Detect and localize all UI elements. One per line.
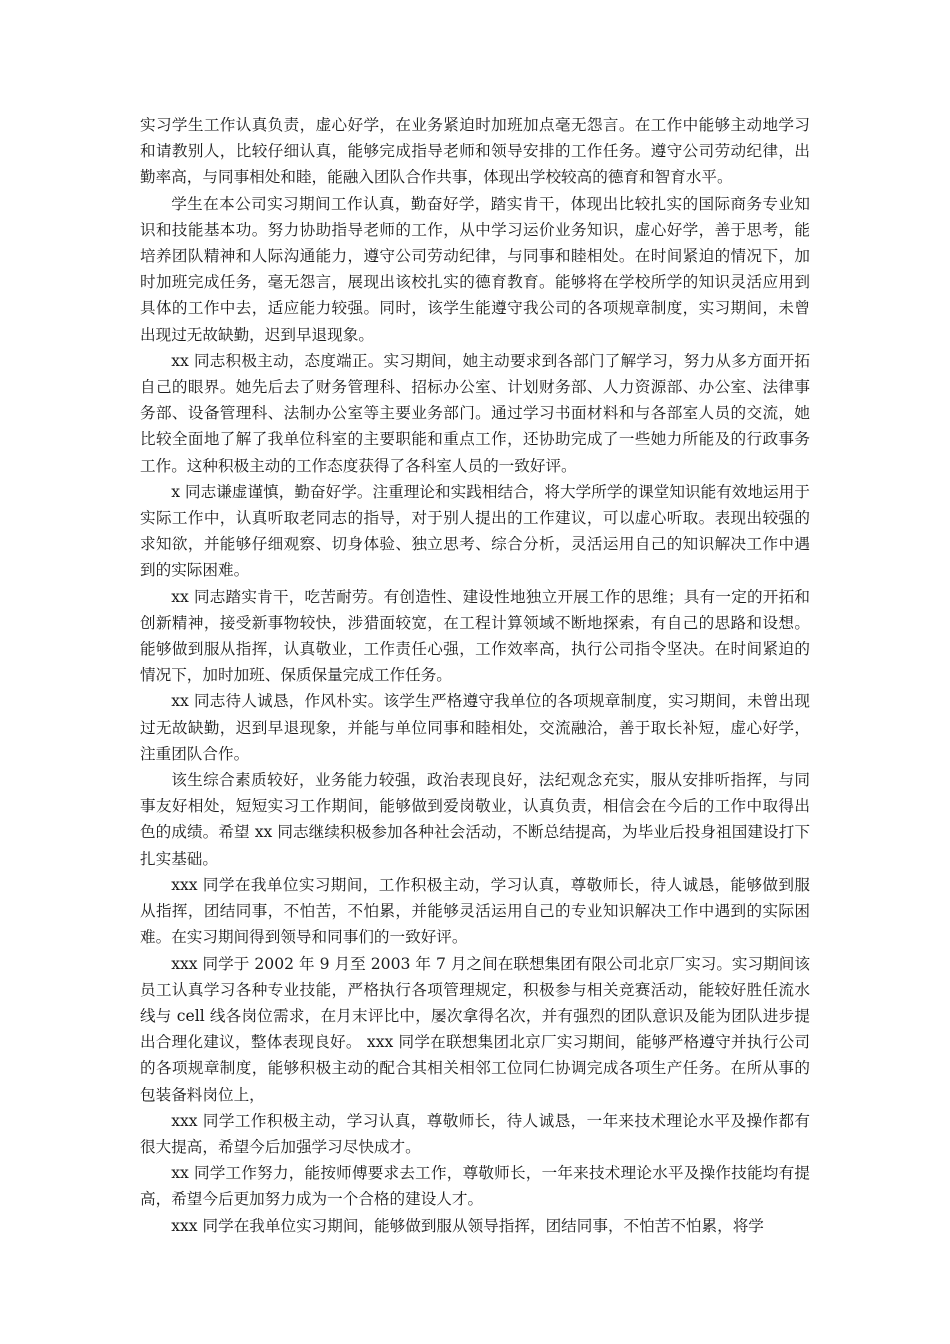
paragraph-8: xxx 同学在我单位实习期间，工作积极主动，学习认真，尊敬师长，待人诚恳，能够做到服从指挥，团结同事，不怕苦，不怕累，并能够灵活运用自己的专业知识解决工作中遇到的实际困难。在实习期间得到领导和同事们的一致好评。 <box>140 875 810 947</box>
paragraph-10: xxx 同学工作积极主动，学习认真，尊敬师长，待人诚恳，一年来技术理论水平及操作都有很大提高，希望今后加强学习尽快成才。 <box>140 1111 810 1156</box>
document-body <box>140 112 810 1239</box>
paragraph-7: 该生综合素质较好，业务能力较强，政治表现良好，法纪观念充实，服从安排听指挥，与同事友好相处，短短实习工作期间，能够做到爱岗敬业，认真负责，相信会在今后的工作中取得出色的成绩。希望 xx 同志继续积极参加各种社会活动，不断总结提高，为毕业后投身祖国建设打下扎实基础。 <box>140 771 810 868</box>
paragraph-5: xx 同志踏实肯干，吃苦耐劳。有创造性、建设性地独立开展工作的思维；具有一定的开拓和创新精神，接受新事物较快，涉猎面较宽，在工程计算领域不断地探索，有自己的思路和设想。能够做到服从指挥，认真敬业，工作责任心强，工作效率高，执行公司指令坚决。在时间紧迫的情况下，加时加班、保质保量完成工作任务。 <box>140 587 810 685</box>
paragraph-6: xx 同志待人诚恳，作风朴实。该学生严格遵守我单位的各项规章制度，实习期间，未曾出现过无故缺勤，迟到早退现象，并能与单位同事和睦相处，交流融洽，善于取长补短，虚心好学，注重团队合作。 <box>140 692 810 763</box>
paragraph-9: xxx 同学于 2002 年 9 月至 2003 年 7 月之间在联想集团有限公司北京厂实习。实习期间该员工认真学习各种专业技能，严格执行各项管理规定，积极参与相关竞赛活动，能较好胜任流水线与 cell 线各岗位需求，在月末评比中，屡次拿得名次，并有强烈的团队意识及能为团队进步提出合理化建议，整体表现良好。 xxx 同学在联想集团北京厂实习期间，能够严格遵守并执行公司的各项规章制度，能够积极主动的配合其相关相邻工位同仁协调完成各项生产任务。在所从事的包装备料岗位上， <box>140 954 810 1104</box>
paragraph-12: xxx 同学在我单位实习期间，能够做到服从领导指挥，团结同事，不怕苦不怕累，将学 <box>171 1216 764 1235</box>
paragraph-11: xx 同学工作努力，能按师傅要求去工作，尊敬师长，一年来技术理论水平及操作技能均有提高，希望今后更加努力成为一个合格的建设人才。 <box>140 1164 810 1209</box>
paragraph-1: 实习学生工作认真负责，虚心好学，在业务紧迫时加班加点毫无怨言。在工作中能够主动地学习和请教别人，比较仔细认真，能够完成指导老师和领导安排的工作任务。遵守公司劳动纪律，出勤率高，与同事相处和睦，能融入团队合作共事，体现出学校较高的德育和智育水平。 <box>140 116 810 187</box>
paragraph-3: xx 同志积极主动，态度端正。实习期间，她主动要求到各部门了解学习，努力从多方面开拓自己的眼界。她先后去了财务管理科、招标办公室、计划财务部、人力资源部、办公室、法律事务部、设备管理科、法制办公室等主要业务部门。通过学习书面材料和与各部室人员的交流，她比较全面地了解了我单位科室的主要职能和重点工作，还协助完成了一些她力所能及的行政事务工作。这种积极主动的工作态度获得了各科室人员的一致好评。 <box>140 351 810 475</box>
paragraph-2: 学生在本公司实习期间工作认真，勤奋好学，踏实肯干，体现出比较扎实的国际商务专业知识和技能基本功。努力协助指导老师的工作，从中学习运价业务知识，虚心好学，善于思考，能培养团队精神和人际沟通能力，遵守公司劳动纪律，与同事和睦相处。在时间紧迫的情况下，加时加班完成任务，毫无怨言，展现出该校扎实的德育教育。能够将在学校所学的知识灵活应用到具体的工作中去，适应能力较强。同时，该学生能遵守我公司的各项规章制度，实习期间，未曾出现过无故缺勤，迟到早退现象。 <box>140 194 810 344</box>
paragraph-4: x 同志谦虚谨慎，勤奋好学。注重理论和实践相结合，将大学所学的课堂知识能有效地运用于实际工作中，认真听取老同志的指导，对于别人提出的工作建议，可以虚心听取。表现出较强的求知欲，并能够仔细观察、切身体验、独立思考、综合分析，灵活运用自己的知识解决工作中遇到的实际困难。 <box>140 482 810 580</box>
